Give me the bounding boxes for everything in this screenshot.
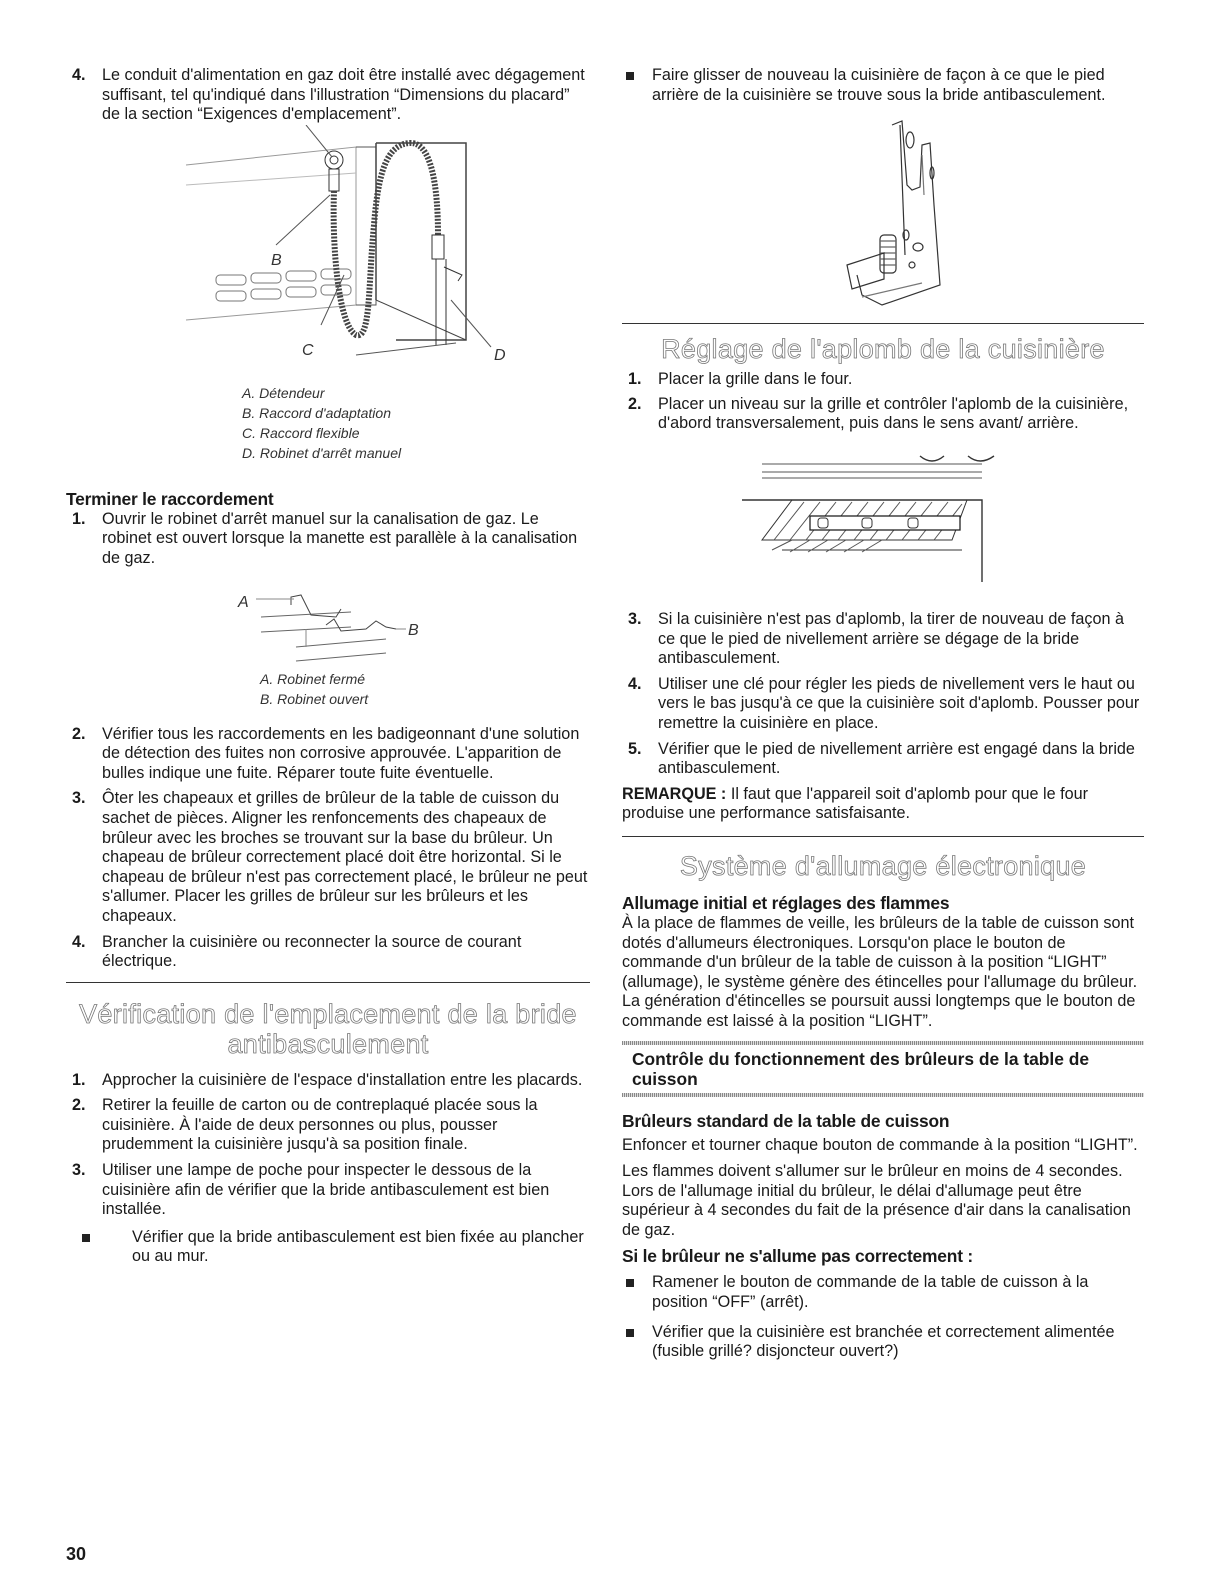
caption-c: C. Raccord flexible (242, 424, 360, 441)
step-number: 3. (72, 1161, 86, 1180)
figure-2-captions (260, 669, 590, 709)
verification-bullet (66, 1228, 590, 1267)
verification-step-1 (66, 1071, 590, 1091)
step-text: Ouvrir le robinet d'arrêt manuel sur la canalisation de gaz. Le robinet est ouvert lorsque la manette est parallèle à la canalisation de gaz. (102, 509, 578, 567)
terminer-step-2 (66, 725, 590, 784)
bullet-text: Faire glisser de nouveau la cuisinière de façon à ce que le pied arrière de la cuisinière se trouve sous la bride antibasculement. (652, 66, 1106, 104)
step-number: 4. (72, 66, 86, 84)
standard-paragraph-2: Les flammes doivent s'allumer sur le brûleur en moins de 4 secondes. Lors de l'allumage initial du brûleur, le délai d'allumage peut être supérieur à 4 secondes du fait de la présence d'air dans la canalisation de gaz. (622, 1162, 1131, 1239)
gas-connection-illustration (106, 125, 630, 375)
oven-level-illustration (622, 442, 1144, 592)
step-number: 1. (72, 509, 86, 528)
terminer-heading: Terminer le raccordement (66, 488, 274, 509)
bullet-square-icon (626, 1329, 634, 1337)
bullet-square-icon (626, 1279, 634, 1287)
terminer-step-3 (66, 789, 590, 926)
controle-heading-box (622, 1041, 1144, 1097)
right-column (622, 66, 1144, 1362)
step-number: 2. (72, 724, 86, 743)
remarque-note (622, 785, 1144, 824)
section-divider (622, 836, 1144, 837)
verification-steps-list (66, 1071, 590, 1267)
reglage-steps-b (622, 610, 1144, 779)
allumage-text: À la place de flammes de veille, les brûleurs de la table de cuisson sont dotés d'allumeurs électroniques. Lorsqu'on place le bouton de commande d'un brûleur de la table de cuisson à la position “LIGHT” (allumage), le système génère des étincelles pour l'allumage du brûleur. La génération d'étincelles se poursuit aussi longtemps que le bouton de commande est laissé à la position “LIGHT”. (622, 913, 1138, 1030)
verification-title (66, 999, 590, 1059)
step-text: Placer la grille dans le four. (658, 370, 853, 389)
step-text: Utiliser une clé pour régler les pieds de nivellement vers le haut ou vers le bas jusqu'à ce que la cuisinière soit d'aplomb. Pousser pour remettre la cuisinière en place. (658, 674, 1140, 732)
si-bullet-1 (622, 1273, 1144, 1312)
step-text: Vérifier que le pied de nivellement arrière est engagé dans la bride antibasculement. (658, 739, 1135, 778)
caption-a: A. Détendeur (242, 384, 325, 401)
step-number: 1. (72, 1070, 86, 1089)
reglage-step-2 (622, 395, 1144, 434)
label-c: C (302, 341, 314, 359)
step-number: 3. (72, 789, 86, 808)
si-bullet-2 (622, 1323, 1144, 1362)
step-text: Placer un niveau sur la grille et contrôler l'aplomb de la cuisinière, d'abord transversalement, puis dans le sens avant/ arrière. (658, 394, 1129, 433)
terminer-step-4 (66, 933, 590, 972)
step-text: Si la cuisinière n'est pas d'aplomb, la tirer de nouveau de façon à ce que le pied de nivellement arrière se dégage de la bride antibasculement. (658, 609, 1125, 668)
section-divider (66, 982, 590, 983)
shaded-bar-bottom (622, 1093, 1144, 1097)
verification-step-2 (66, 1096, 590, 1155)
controle-heading: Contrôle du fonctionnement des brûleurs de la table de cuisson (632, 1049, 1090, 1090)
bullet-text: Vérifier que la bride antibasculement est bien fixée au plancher ou au mur. (132, 1227, 584, 1266)
label-d: D (494, 346, 506, 364)
caption-a: A. Robinet fermé (260, 670, 366, 687)
systeme-title: Système d'allumage électronique (679, 850, 1087, 881)
bullet-square-icon (82, 1234, 90, 1242)
step-number: 2. (72, 1096, 86, 1115)
terminer-step-1 (66, 510, 590, 569)
step-number: 3. (628, 609, 642, 628)
verification-step-3 (66, 1161, 590, 1220)
page-number: 30 (66, 1544, 87, 1564)
bullet-text: Vérifier que la cuisinière est branchée et correctement alimentée (fusible grillé? disjoncteur ouvert?) (652, 1322, 1115, 1361)
reglage-step-1 (622, 370, 1144, 390)
label-b: B (408, 621, 419, 639)
step-text: Utiliser une lampe de poche pour inspecter le dessous de la cuisinière afin de vérifier que la bride antibasculement est bien installée. (102, 1161, 550, 1219)
step-text: Retirer la feuille de carton ou de contreplaqué placée sous la cuisinière. À l'aide de deux personnes ou plus, pousser prudemment la cuisinière jusqu'à sa position finale. (102, 1096, 538, 1154)
step-text: Ôter les chapeaux et grilles de brûleur de la table de cuisson du sachet de pièces. Aligner les renfoncements des chapeaux de brûleur avec les broches se trouvant sur la base du brûleur. Un chapeau de brûleur correctement placé doit être horizontal. Si le chapeau de brûleur n'est pas correctement placé, le brûleur ne peut s'allumer. Placer les grilles de brûleur sur les brûleurs et les chapeaux. (102, 789, 588, 925)
left-column (66, 66, 590, 1267)
terminer-steps-list (66, 725, 590, 972)
step-number: 4. (72, 932, 86, 951)
reglage-step-4 (622, 675, 1144, 734)
remarque-text: Il faut que l'appareil soit d'aplomb pour que le four produise une performance satisfaisante. (622, 784, 1088, 823)
caption-d: D. Robinet d'arrêt manuel (242, 444, 402, 461)
step-text: Le conduit d'alimentation en gaz doit être installé avec dégagement suffisant, tel qu'indiqué dans l'illustration “Dimensions du placard” de la section “Exigences d'emplacement”. (102, 66, 585, 124)
bullet-text: Ramener le bouton de commande de la table de cuisson à la position “OFF” (arrêt). (652, 1273, 1089, 1312)
remarque-label: REMARQUE : (622, 784, 727, 803)
valve-illustration (66, 577, 590, 663)
standard-heading: Brûleurs standard de la table de cuisson (622, 1111, 950, 1132)
si-bruleur-heading: Si le brûleur ne s'allume pas correctement : (622, 1246, 974, 1267)
label-b: B (271, 251, 282, 269)
bullet-square-icon (626, 72, 634, 80)
slide-range-bullet (622, 66, 1144, 105)
label-a: A (238, 593, 249, 611)
step-number: 4. (628, 674, 642, 693)
shaded-bar-top (622, 1041, 1144, 1045)
step-number: 1. (628, 370, 642, 389)
reglage-title: Réglage de l'aplomb de la cuisinière (661, 334, 1105, 365)
reglage-step-3 (622, 610, 1144, 669)
caption-b: B. Robinet ouvert (260, 690, 369, 707)
verification-title-line2: antibasculement (227, 1028, 429, 1059)
caption-b: B. Raccord d'adaptation (242, 404, 391, 421)
standard-paragraph-1: Enfoncer et tourner chaque bouton de commande à la position “LIGHT”. (622, 1136, 1138, 1155)
step-text: Vérifier tous les raccordements en les badigeonnant d'une solution de détection des fuites non corrosive approuvée. L'apparition de bulles indique une fuite. Réparer toute fuite éventuelle. (102, 724, 580, 782)
step-text: Approcher la cuisinière de l'espace d'installation entre les placards. (102, 1070, 583, 1089)
section-divider (622, 323, 1144, 324)
step-text: Brancher la cuisinière ou reconnecter la source de courant électrique. (102, 932, 522, 971)
step-4-gas-line (66, 66, 590, 125)
allumage-heading: Allumage initial et réglages des flammes (622, 892, 950, 913)
anti-tip-bracket-illustration (622, 115, 1144, 315)
step-number: 2. (628, 394, 642, 413)
verification-title-line1: Vérification de l'emplacement de la bride (79, 998, 577, 1029)
figure-1-captions (242, 383, 590, 463)
step-number: 5. (628, 739, 642, 758)
reglage-steps-a (622, 370, 1144, 434)
reglage-step-5 (622, 740, 1144, 779)
